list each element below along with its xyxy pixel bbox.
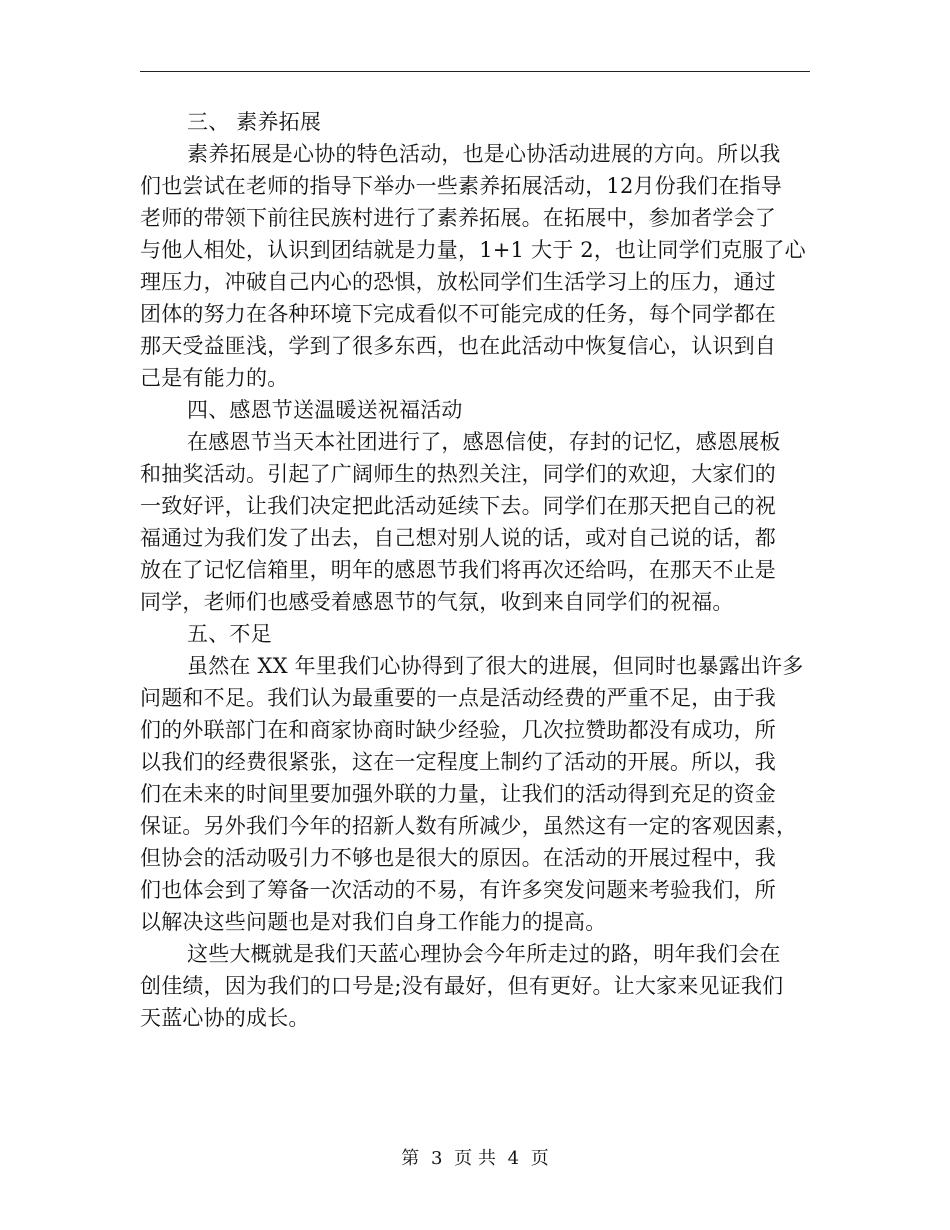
document-body (140, 106, 810, 1034)
paragraph-line: 同学，老师们也感受着感恩节的气氛，收到来自同学们的祝福。 (140, 590, 734, 614)
paragraph-line: 理压力，冲破自己内心的恐惧，放松同学们生活学习上的压力，通过 (140, 270, 776, 294)
page-footer-middle: 页 共 (454, 1148, 496, 1169)
paragraph-line: 福通过为我们发了出去，自己想对别人说的话，或对自己说的话，都 (140, 526, 776, 550)
paragraph-line: 保证。另外我们今年的招新人数有所减少，虽然这有一定的客观因素， (140, 814, 798, 838)
page-footer-prefix: 第 (401, 1148, 420, 1169)
paragraph-line: 但协会的活动吸引力不够也是很大的原因。在活动的开展过程中，我 (140, 846, 776, 870)
paragraph-line: 己是有能力的。 (140, 366, 289, 390)
paragraph-line: 放在了记忆信箱里，明年的感恩节我们将再次还给吗，在那天不止是 (140, 558, 776, 582)
paragraph-line: 素养拓展是心协的特色活动，也是心协活动进展的方向。所以我 (187, 142, 781, 166)
paragraph-line: 在感恩节当天本社团进行了，感恩信使，存封的记忆，感恩展板 (187, 430, 781, 454)
current-page-number: 3 (430, 1148, 443, 1169)
page-footer-suffix: 页 (530, 1148, 549, 1169)
section-heading-ganen: 四、感恩节送温暖送祝福活动 (187, 398, 463, 422)
paragraph-line: 们在未来的时间里要加强外联的力量，让我们的活动得到充足的资金 (140, 782, 776, 806)
paragraph-line: 天蓝心协的成长。 (140, 1006, 310, 1030)
paragraph-line: 与他人相处，认识到团结就是力量，1+1 大于 2，也让同学们克服了心 (140, 238, 806, 262)
header-rule (140, 71, 810, 72)
paragraph-line: 团体的努力在各种环境下完成看似不可能完成的任务，每个同学都在 (140, 302, 776, 326)
total-page-count: 4 (507, 1148, 520, 1169)
page-footer (0, 1147, 950, 1171)
paragraph-line: 一致好评，让我们决定把此活动延续下去。同学们在那天把自己的祝 (140, 494, 776, 518)
paragraph-line: 创佳绩，因为我们的口号是;没有最好，但有更好。让大家来见证我们 (140, 974, 784, 998)
section-heading-buzu: 五、不足 (187, 622, 272, 646)
paragraph-line: 和抽奖活动。引起了广阔师生的热烈关注，同学们的欢迎，大家们的 (140, 462, 776, 486)
section-heading-suyang: 三、 素养拓展 (187, 110, 322, 134)
paragraph-line: 们的外联部门在和商家协商时缺少经验，几次拉赞助都没有成功，所 (140, 718, 776, 742)
paragraph-line: 们也尝试在老师的指导下举办一些素养拓展活动，12月份我们在指导 (140, 174, 782, 198)
paragraph-line: 那天受益匪浅，学到了很多东西，也在此活动中恢复信心，认识到自 (140, 334, 776, 358)
paragraph-line: 这些大概就是我们天蓝心理协会今年所走过的路，明年我们会在 (187, 942, 781, 966)
paragraph-line: 问题和不足。我们认为最重要的一点是活动经费的严重不足，由于我 (140, 686, 776, 710)
paragraph-line: 们也体会到了筹备一次活动的不易，有许多突发问题来考验我们，所 (140, 878, 776, 902)
paragraph-line: 虽然在 XX 年里我们心协得到了很大的进展，但同时也暴露出许多 (187, 654, 804, 678)
paragraph-line: 以解决这些问题也是对我们自身工作能力的提高。 (140, 910, 607, 934)
paragraph-line: 老师的带领下前往民族村进行了素养拓展。在拓展中，参加者学会了 (140, 206, 776, 230)
paragraph-line: 以我们的经费很紧张，这在一定程度上制约了活动的开展。所以，我 (140, 750, 776, 774)
